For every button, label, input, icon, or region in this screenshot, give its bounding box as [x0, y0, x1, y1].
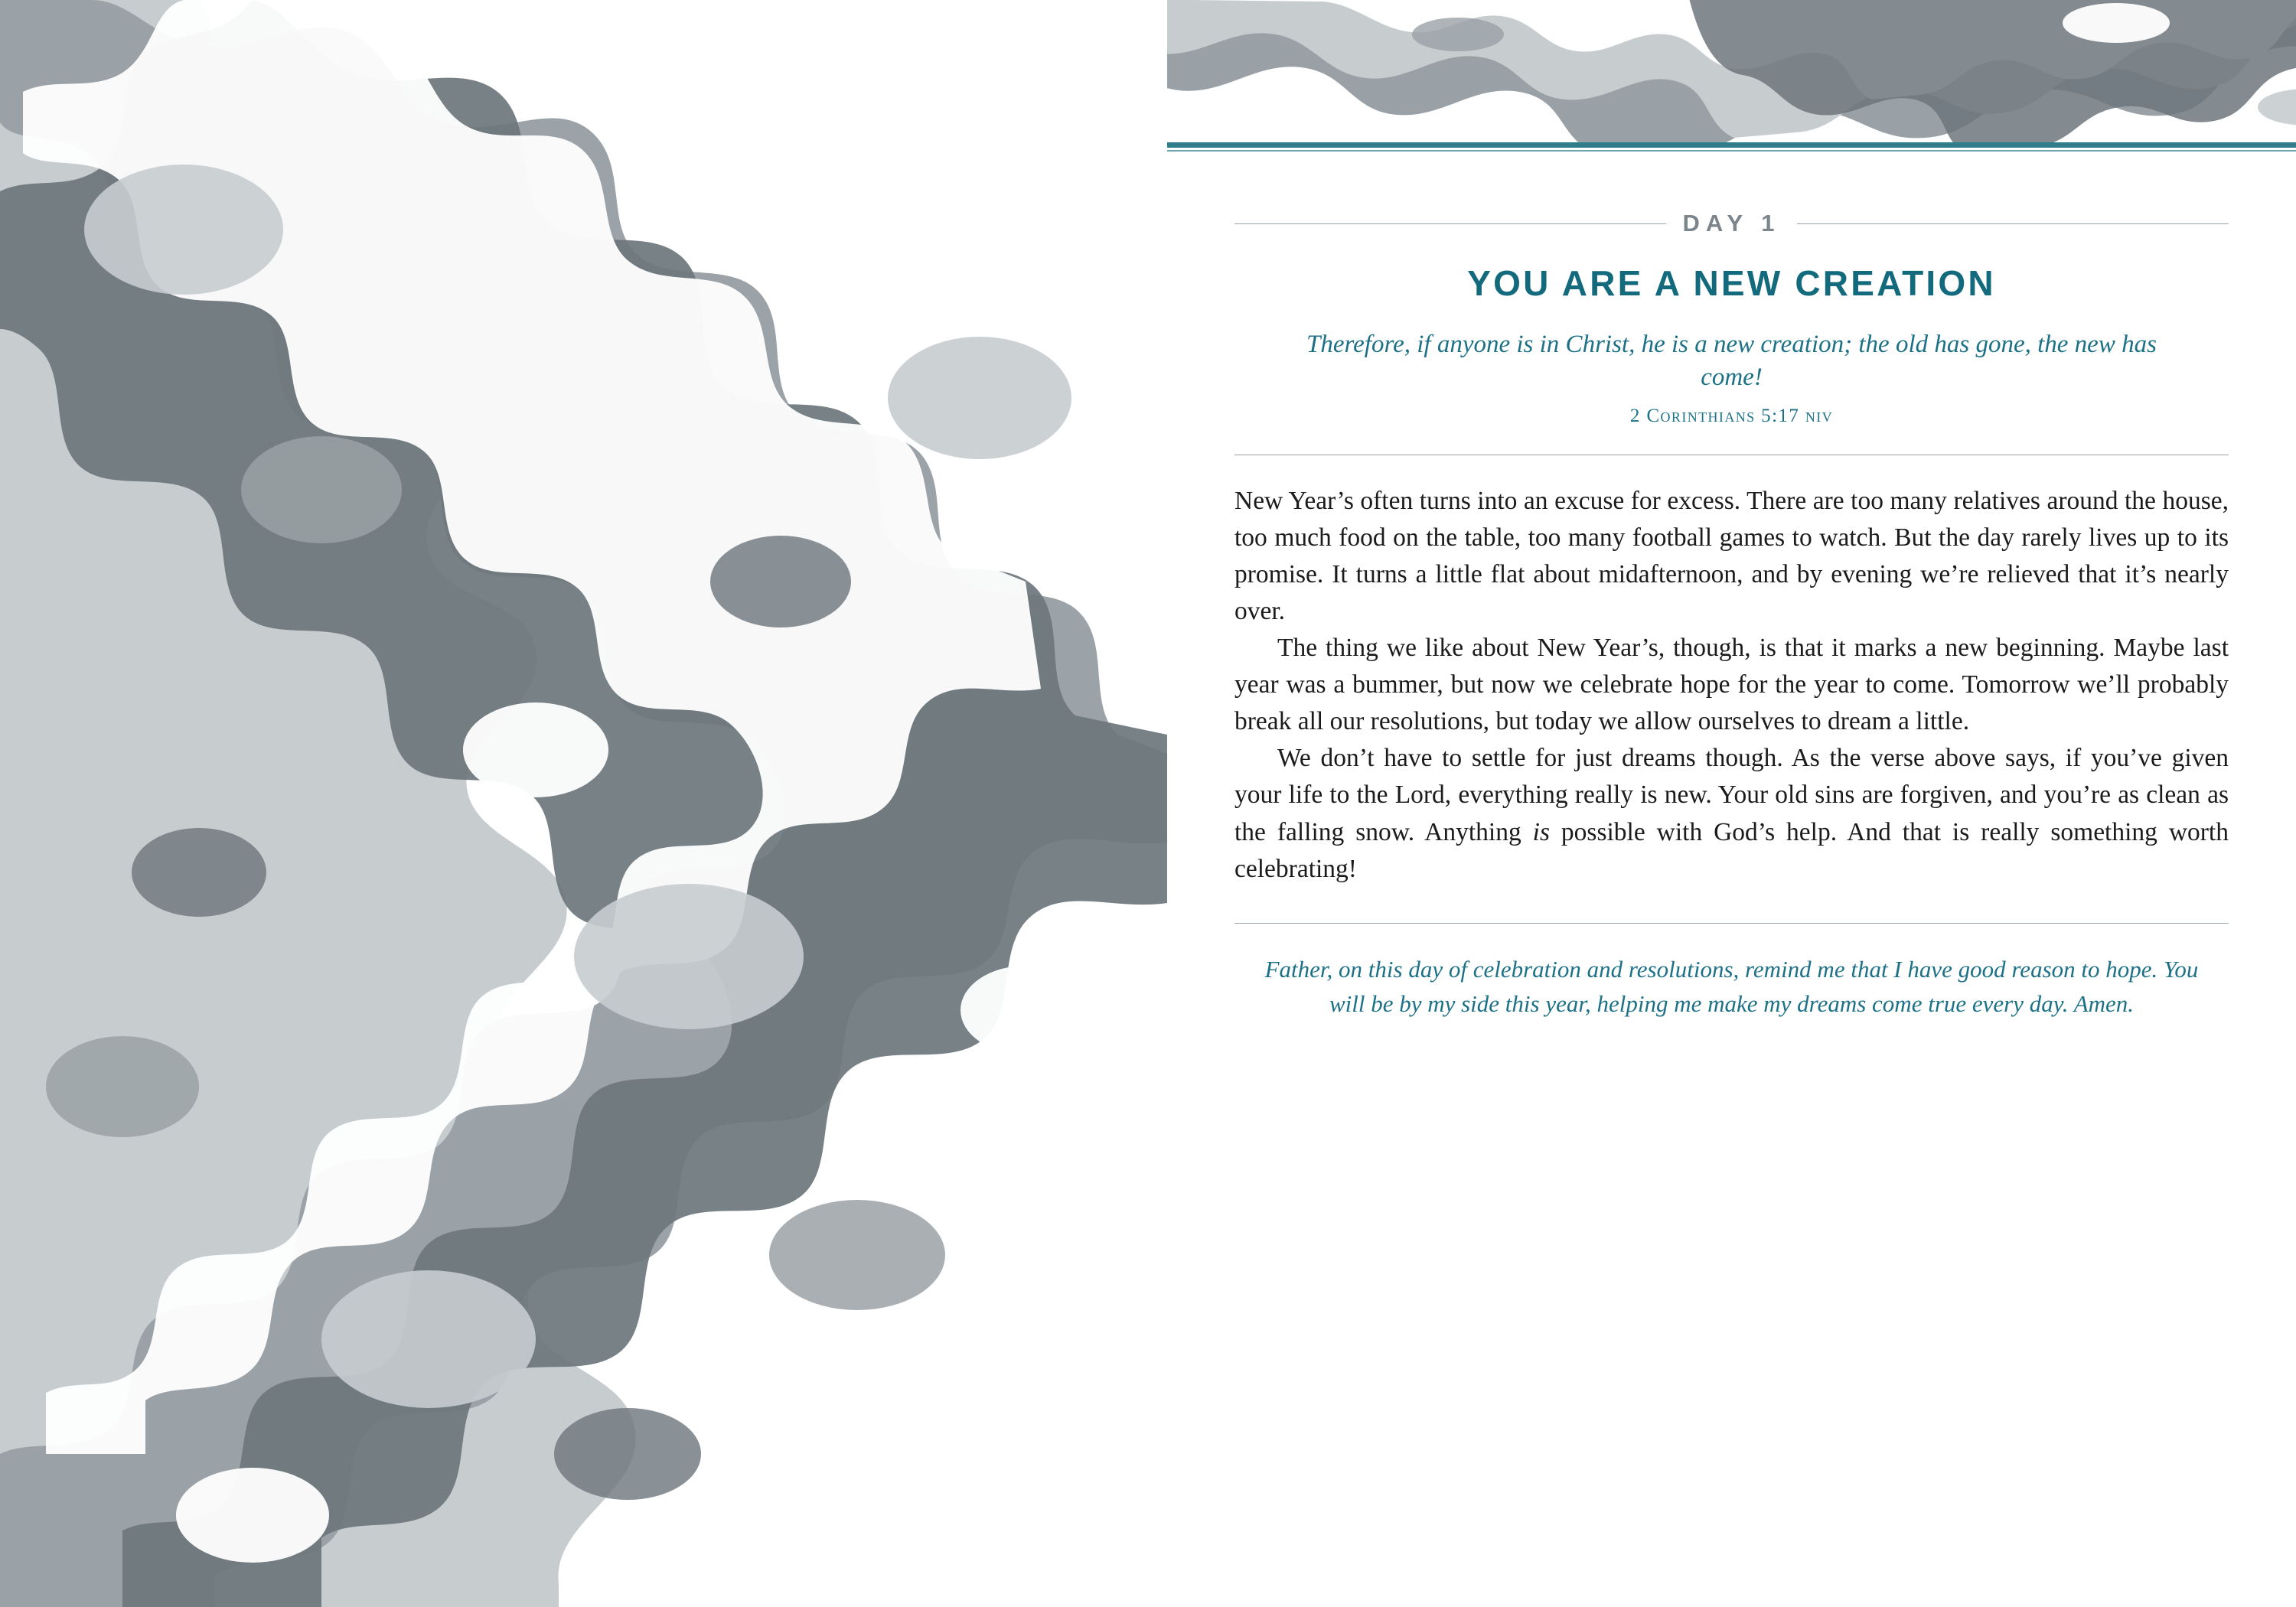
day-rule-left [1234, 223, 1666, 224]
prayer-text: Father, on this day of celebration and resolutions, remind me that I have good reason to hope. You will be by my side this year, helping me make my dreams come true every day. Amen. [1264, 955, 2199, 1017]
camouflage-header-band [1167, 0, 2296, 142]
body-paragraph-1: New Year’s often turns into an excuse for excess. There are too many relatives around the house, too much food on the table, too many football games to watch. But the day rarely lives up to its promise. It turns a little flat about midafternoon, and by evening we’re relieved that it’s nearly over. [1234, 486, 2229, 626]
body-paragraph-3 [1234, 740, 2229, 887]
camouflage-band-icon [1167, 0, 2296, 142]
body-paragraph-2: The thing we like about New Year’s, though, is that it marks a new beginning. Maybe last year was a bummer, but now we celebrate hope for the year to come. Tomorrow we’ll probably break all our resolutions, but today we allow ourselves to dream a little. [1234, 634, 2229, 736]
devotional-content [1167, 150, 2296, 1022]
header-rule-teal [1167, 142, 2296, 148]
scripture-reference: 2 Corinthians 5:17 niv [1629, 405, 1834, 426]
body-paragraph-3-part2: possible with God’s help. And that is really something worth celebrating! [1234, 817, 2229, 883]
day-rule-right [1797, 223, 2229, 224]
day-label: DAY 1 [1682, 210, 1781, 236]
devotional-page-right [1167, 0, 2296, 1607]
body-paragraph-3-part1: We don’t have to settle for just dreams though. As the verse above says, if you’ve given your life to the Lord, everything really is new. Your old sins are forgiven, and you’re as clean as the falling snow. Anything [1234, 744, 2229, 846]
divider-bottom [1234, 923, 2229, 924]
page-title: YOU ARE A NEW CREATION [1467, 263, 1996, 303]
day-header [1234, 210, 2229, 237]
body-paragraph-3-emphasis: is [1532, 817, 1551, 846]
devotional-body [1234, 483, 2229, 888]
scripture-verse: Therefore, if anyone is in Christ, he is a new creation; the old has gone, the new has come! [1306, 330, 2157, 392]
